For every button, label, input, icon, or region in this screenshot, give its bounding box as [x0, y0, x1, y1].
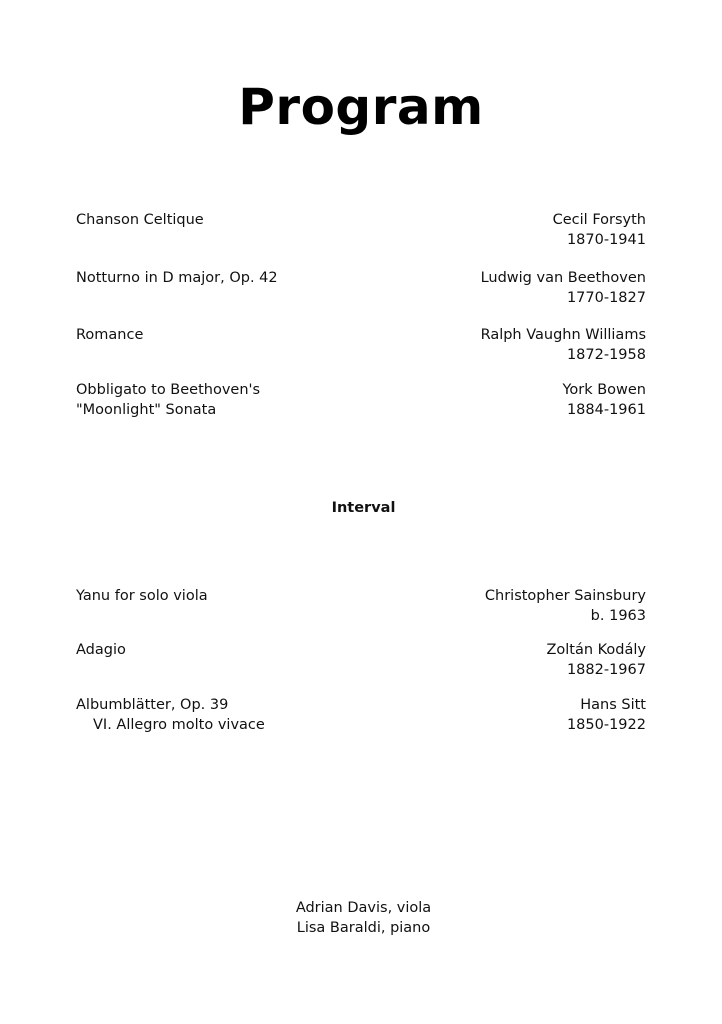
performers [0, 898, 722, 938]
work-title [76, 586, 376, 606]
composer-name: Hans Sitt [580, 697, 646, 713]
composer-dates: b. 1963 [590, 608, 646, 624]
composer-name: York Bowen [562, 382, 646, 398]
work-title [76, 325, 376, 345]
work-title [76, 210, 376, 230]
work-title [76, 640, 376, 660]
composer-name: Christopher Sainsbury [484, 588, 646, 604]
performer-viola: Adrian Davis, viola [295, 900, 432, 916]
composer-info [366, 210, 646, 250]
work-title-line: Notturno in D major, Op. 42 [76, 270, 278, 286]
composer-info [366, 325, 646, 365]
work-title-line: "Moonlight" Sonata [76, 402, 217, 418]
composer-name: Cecil Forsyth [552, 212, 646, 228]
composer-info [366, 268, 646, 308]
interval-heading: Interval [331, 500, 396, 516]
composer-dates: 1870-1941 [566, 232, 646, 248]
composer-dates: 1850-1922 [566, 717, 646, 733]
composer-dates: 1882-1967 [566, 662, 646, 678]
composer-name: Ludwig van Beethoven [480, 270, 646, 286]
composer-info [366, 695, 646, 735]
composer-dates: 1872-1958 [566, 347, 646, 363]
page-title: Program [238, 78, 484, 136]
work-title-line: Obbligato to Beethoven's [76, 382, 261, 398]
composer-info [366, 380, 646, 420]
work-title-line: Adagio [76, 642, 126, 658]
work-title-line: Romance [76, 327, 144, 343]
work-title [76, 380, 376, 420]
composer-info [366, 640, 646, 680]
work-title-line: Albumblätter, Op. 39 [76, 697, 229, 713]
performer-piano: Lisa Baraldi, piano [296, 920, 431, 936]
work-title-line: Yanu for solo viola [76, 588, 208, 604]
composer-dates: 1884-1961 [566, 402, 646, 418]
composer-name: Zoltán Kodály [546, 642, 646, 658]
composer-dates: 1770-1827 [566, 290, 646, 306]
composer-info [366, 586, 646, 626]
composer-name: Ralph Vaughn Williams [480, 327, 646, 343]
work-title [76, 695, 376, 735]
work-movement-line: VI. Allegro molto vivace [93, 717, 265, 733]
work-title-line: Chanson Celtique [76, 212, 204, 228]
work-title [76, 268, 376, 288]
